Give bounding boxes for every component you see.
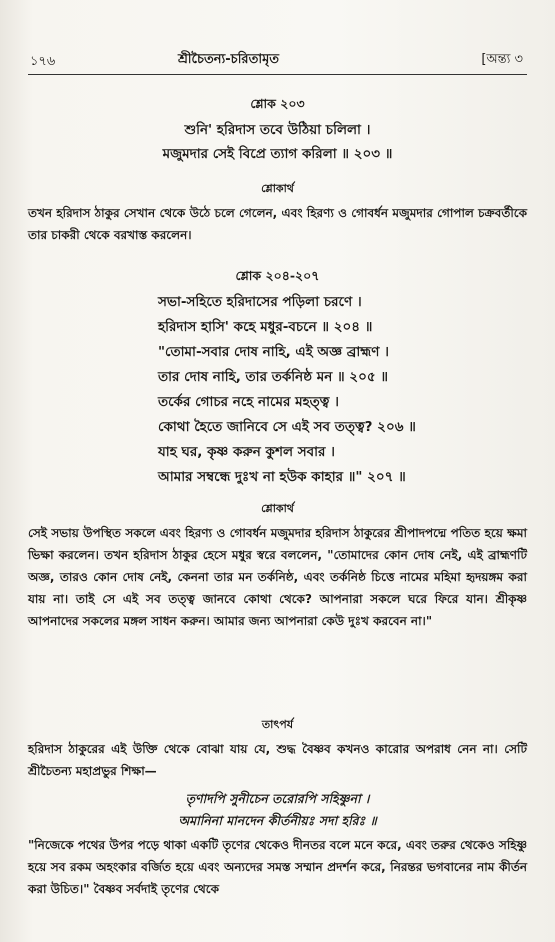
verse-line: কোথা হৈতে জানিবে সে এই সব তত্ত্ব? ২০৬ ॥ xyxy=(158,419,416,435)
explanation-paragraph: "নিজেকে পথের উপর পড়ে থাকা একটি তৃণের থেকেও দীনতর বলে মনে করে, এবং তরুর থেকেও সহিষ্ণু হয়ে সব রকম অহংকার বর্জিত হয়ে এবং অন্যদের সমস্ত সম্মান প্রদর্শন করে, নিরন্তর ভগবানের নাম কীর্তন করা উচিত।" বৈষ্ণব সর্বদাই তৃণের থেকে xyxy=(28,838,528,896)
verse-line: তার দোষ নাহি, তার তর্কনিষ্ঠ মন ॥ ২০৫ ॥ xyxy=(158,369,388,385)
verse-line: হরিদাস হাসি' কহে মধুর-বচনে ॥ ২০৪ ॥ xyxy=(158,319,373,335)
chapter-label: [অন্ত্য ৩ xyxy=(481,52,523,67)
translation-heading: শ্লোকার্থ xyxy=(261,182,294,195)
translation-text xyxy=(28,202,527,246)
verse-line: "তোমা-সবার দোষ নাহি, এই অজ্ঞ ব্রাহ্মণ । xyxy=(158,344,389,360)
verse-line: শুনি' হরিদাস তবে উঠিয়া চলিলা । xyxy=(184,122,371,138)
purport-text xyxy=(28,738,527,782)
sanskrit-quote xyxy=(0,788,555,832)
verse-number: শ্লোক ২০৩ xyxy=(250,96,305,111)
verse-text xyxy=(158,290,535,490)
translation-paragraph: সেই সভায় উপস্থিত সকলে এবং হিরণ্য ও গোবর্ধন মজুমদার হরিদাস ঠাকুরের শ্রীপাদপদ্মে পতিত হয়ে ক্ষমা ভিক্ষা করলেন। তখন হরিদাস ঠাকুর হেসে মধুর স্বরে বললেন, "তোমাদের কোন দোষ নেই, এই ব্রাহ্মণটি অজ্ঞ, তারও কোন দোষ নেই, কেননা তার মন তর্কনিষ্ঠ, এবং তর্কনিষ্ঠ চিত্তে নামের মহিমা হৃদয়ঙ্গম করা যায় না। তাই সে এই সব তত্ত্ব জানবে কোথা থেকে? আপনারা সকলে ঘরে ফিরে যান। শ্রীকৃষ্ণ আপনাদের সকলের মঙ্গল সাধন করুন। আমার জন্য আপনারা কেউ দুঃখ করবেন না।" xyxy=(28,526,527,628)
purport-paragraph: হরিদাস ঠাকুরের এই উক্তি থেকে বোঝা যায় যে, শুদ্ধ বৈষ্ণব কখনও কারোর অপরাধ নেন না। সেটি শ্রীচৈতন্য মহাপ্রভুর শিক্ষা— xyxy=(28,742,527,778)
verse-number: শ্লোক ২০৪-২০৭ xyxy=(235,268,320,283)
quote-line: তৃণাদপি সুনীচেন তরোরপি সহিষ্ণুনা । xyxy=(185,791,370,806)
verse-line: মজুমদার সেই বিপ্রে ত্যাগ করিলা ॥ ২০৩ ॥ xyxy=(162,146,393,162)
purport-heading: তাৎপর্য xyxy=(261,718,294,731)
translation-heading: শ্লোকার্থ xyxy=(261,502,294,515)
page-number: ১৭৬ xyxy=(30,54,56,69)
purport-explanation xyxy=(28,834,527,900)
verse-line: সভা-সহিতে হরিদাসের পড়িলা চরণে । xyxy=(158,294,362,310)
translation-paragraph: তখন হরিদাস ঠাকুর সেখান থেকে উঠে চলে গেলেন, এবং হিরণ্য ও গোবর্ধন মজুমদার গোপাল চক্রবর্তীকে তার চাকরী থেকে বরখাস্ত করলেন। xyxy=(28,206,527,242)
header-divider xyxy=(28,74,527,75)
verse-text xyxy=(0,118,555,166)
verse-line: আমার সম্বন্ধে দুঃখ না হউক কাহার ॥" ২০৭ ॥ xyxy=(158,469,406,485)
running-title: শ্রীচৈতন্য-চরিতামৃত xyxy=(178,52,280,67)
verse-line: তর্কের গোচর নহে নামের মহত্ত্ব । xyxy=(158,394,339,410)
quote-line: অমানিনা মানদেন কীর্তনীয়ঃ সদা হরিঃ ॥ xyxy=(178,813,377,828)
translation-text xyxy=(28,522,527,632)
verse-line: যাহ ঘর, কৃষ্ণ করুন কুশল সবার । xyxy=(158,444,336,460)
running-header xyxy=(28,48,527,74)
